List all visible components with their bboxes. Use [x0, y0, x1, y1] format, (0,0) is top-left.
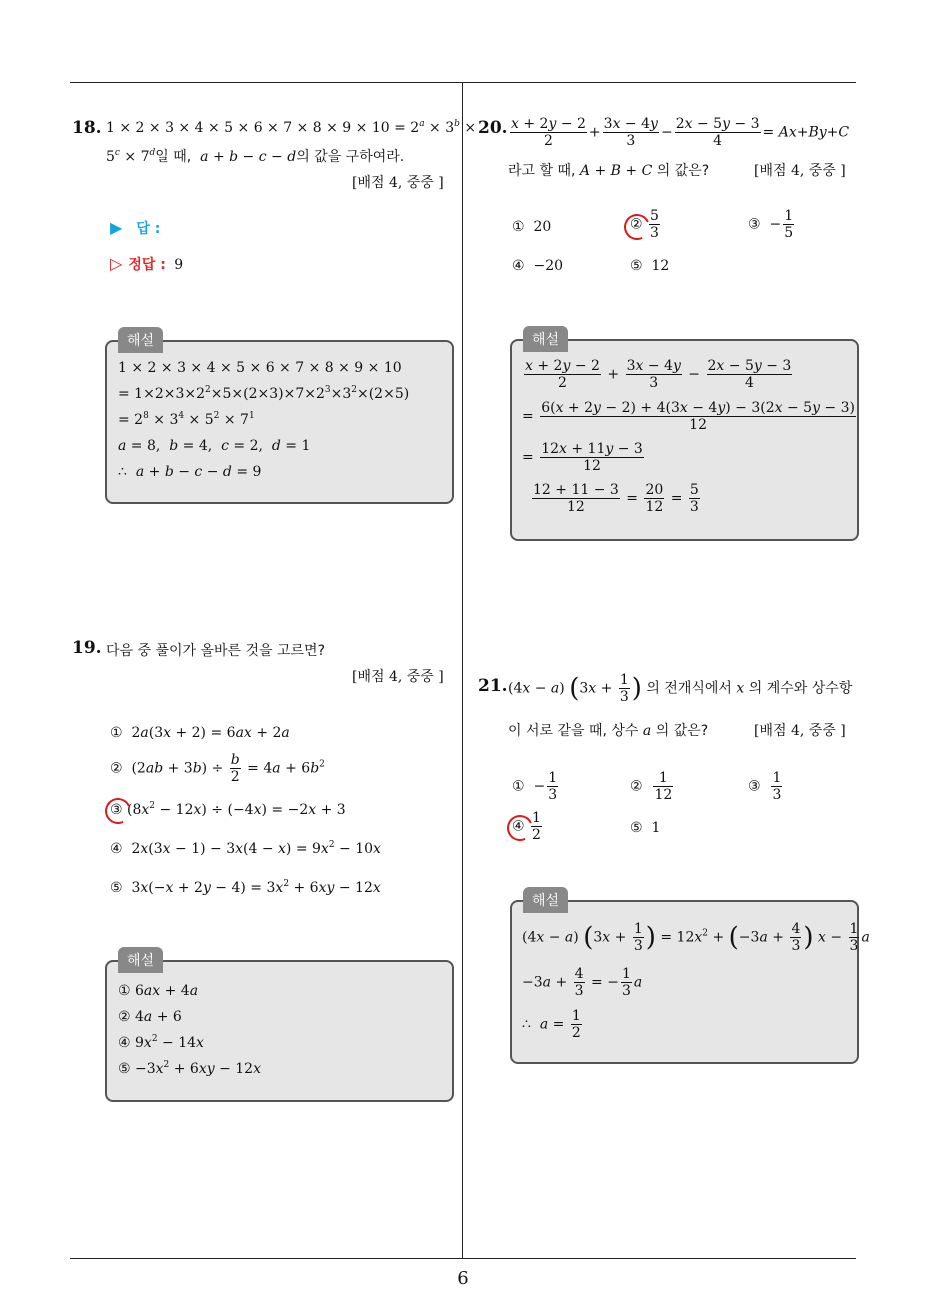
- selected-answer-mark: [101, 794, 134, 827]
- explanation-line: $\frac{x + 2y - 2}{2}$ + $\frac{3x - 4y}{3}$ − $\frac{2x - 5y - 3}{4}$: [525, 358, 792, 391]
- question-number: 19.: [72, 638, 102, 658]
- question-number: 20.: [478, 118, 508, 138]
- option-3[interactable]: ③ − $\frac{1}{5}$: [748, 208, 794, 241]
- explanation-line: = $1\times 2\times 3\times 2^2\times 5\times(2\times 3)\times 7\times 2^3\times 3^2\times(2\times 5)$: [118, 385, 410, 402]
- explanation-tag: 해설: [523, 326, 568, 352]
- question-number: 18.: [72, 118, 102, 138]
- correct-value: 9: [174, 257, 184, 273]
- explanation-line: ④ $9x^2 - 14x$: [118, 1034, 204, 1051]
- explanation-tag: 해설: [118, 327, 163, 353]
- question-text-line1: $1 \times 2 \times 3 \times 4 \times 5 \times 6 \times 7 \times 8 \times 9 \times 10 = 2^a \times 3^b$ ×: [106, 119, 477, 136]
- question-text-line2: 라고 할 때, A + B + C 의 값은?: [508, 163, 710, 179]
- option-2[interactable]: ② (2ab + 3b) ÷ $\frac{b}{2}$ = $4a + 6b^2$: [110, 752, 325, 785]
- question-text-line2: 이 서로 같을 때, 상수 a 의 값은?: [508, 723, 709, 739]
- explanation-line: a = 8, b = 4, c = 2, d = 1: [118, 438, 311, 454]
- explanation-line: 1 × 2 × 3 × 4 × 5 × 6 × 7 × 8 × 9 × 10: [118, 360, 402, 376]
- option-5[interactable]: ⑤ $3x(-x + 2y - 4) = 3x^2 + 6xy - 12x$: [110, 879, 381, 896]
- explanation-line: = $2^8 \times 3^4 \times 5^2 \times 7^1$: [118, 411, 255, 428]
- question-text-line1: (4x − a) (3x + $\frac{1}{3}$ ) 의 전개식에서 x 의 계수와 상수항: [508, 672, 853, 705]
- answer-label: 답 :: [136, 221, 161, 237]
- option-2[interactable]: ② $\frac{1}{12}$: [630, 770, 673, 803]
- question-text: 다음 중 풀이가 올바른 것을 고르면?: [106, 643, 326, 659]
- score-difficulty: [배점 4, 중중 ]: [754, 163, 846, 179]
- outline-triangle-icon: ▷: [110, 254, 123, 273]
- explanation-line: = $\frac{12x + 11y - 3}{12}$: [522, 441, 643, 474]
- correct-answer-row: [110, 254, 183, 274]
- explanation-line: (4x − a) (3x + $\frac{1}{3}$ ) = $12x^2 + (-3a$ + $\frac{4}{3}$ ) x − $\frac{1}{3}$ a: [522, 921, 870, 954]
- top-rule: [70, 82, 856, 83]
- option-1[interactable]: ① 2a(3x + 2) = 6ax + 2a: [110, 725, 290, 741]
- answer-row: [110, 218, 160, 238]
- option-1[interactable]: ① − $\frac{1}{3}$: [512, 770, 558, 803]
- column-divider: [462, 83, 463, 1258]
- explanation-line: ② 4a + 6: [118, 1009, 182, 1025]
- question-number: 21.: [478, 676, 508, 696]
- score-difficulty: [배점 4, 중중 ]: [352, 669, 444, 685]
- correct-label: 정답 :: [128, 257, 166, 273]
- explanation-line: = $\frac{6(x + 2y - 2) + 4(3x - 4y) - 3(2x - 5y - 3)}{12}$: [522, 400, 855, 433]
- page-number: 6: [457, 1268, 469, 1289]
- explanation-line: ∴ a + b − c − d = 9: [118, 464, 262, 480]
- explanation-line: −3a + $\frac{4}{3}$ = − $\frac{1}{3}$ a: [522, 966, 643, 999]
- option-4[interactable]: ④ −20: [512, 258, 564, 274]
- option-2[interactable]: ② $\frac{5}{3}$: [630, 208, 659, 241]
- explanation-tag: 해설: [523, 887, 568, 913]
- explanation-line: ① 6ax + 4a: [118, 983, 199, 999]
- score-difficulty: [배점 4, 중중 ]: [754, 723, 846, 739]
- explanation-box: [105, 960, 454, 1102]
- question-text-line2: $5^c \times 7^d$일 때, a + b − c − d의 값을 구하여라.: [106, 148, 405, 165]
- explanation-tag: 해설: [118, 947, 163, 973]
- explanation-line: $\frac{12 + 11 - 3}{12}$ = $\frac{20}{12}$ = $\frac{5}{3}$: [533, 482, 699, 515]
- option-3[interactable]: ③ $\frac{1}{3}$: [748, 770, 782, 803]
- option-4[interactable]: ④ $\frac{1}{2}$: [512, 810, 541, 843]
- bottom-rule: [70, 1258, 856, 1259]
- option-1[interactable]: ① 20: [512, 219, 552, 235]
- score-difficulty: [배점 4, 중중 ]: [352, 175, 444, 191]
- explanation-line: ∴ a = $\frac{1}{2}$: [522, 1008, 581, 1041]
- question-equation: $\frac{x + 2y - 2}{2}$ + $\frac{3x - 4y}{3}$ − $\frac{2x - 5y - 3}{4}$ = Ax+By+C: [511, 116, 850, 149]
- explanation-line: ⑤ $-3x^2 + 6xy - 12x$: [118, 1060, 261, 1077]
- option-5[interactable]: ⑤ 1: [630, 820, 661, 836]
- play-triangle-icon: ▶: [110, 218, 123, 237]
- option-4[interactable]: ④ $2x(3x - 1) - 3x(4 - x) = 9x^2 - 10x$: [110, 840, 381, 857]
- option-3[interactable]: ③ $(8x^2 - 12x) \div (-4x) = -2x + 3$: [110, 801, 346, 818]
- option-5[interactable]: ⑤ 12: [630, 258, 670, 274]
